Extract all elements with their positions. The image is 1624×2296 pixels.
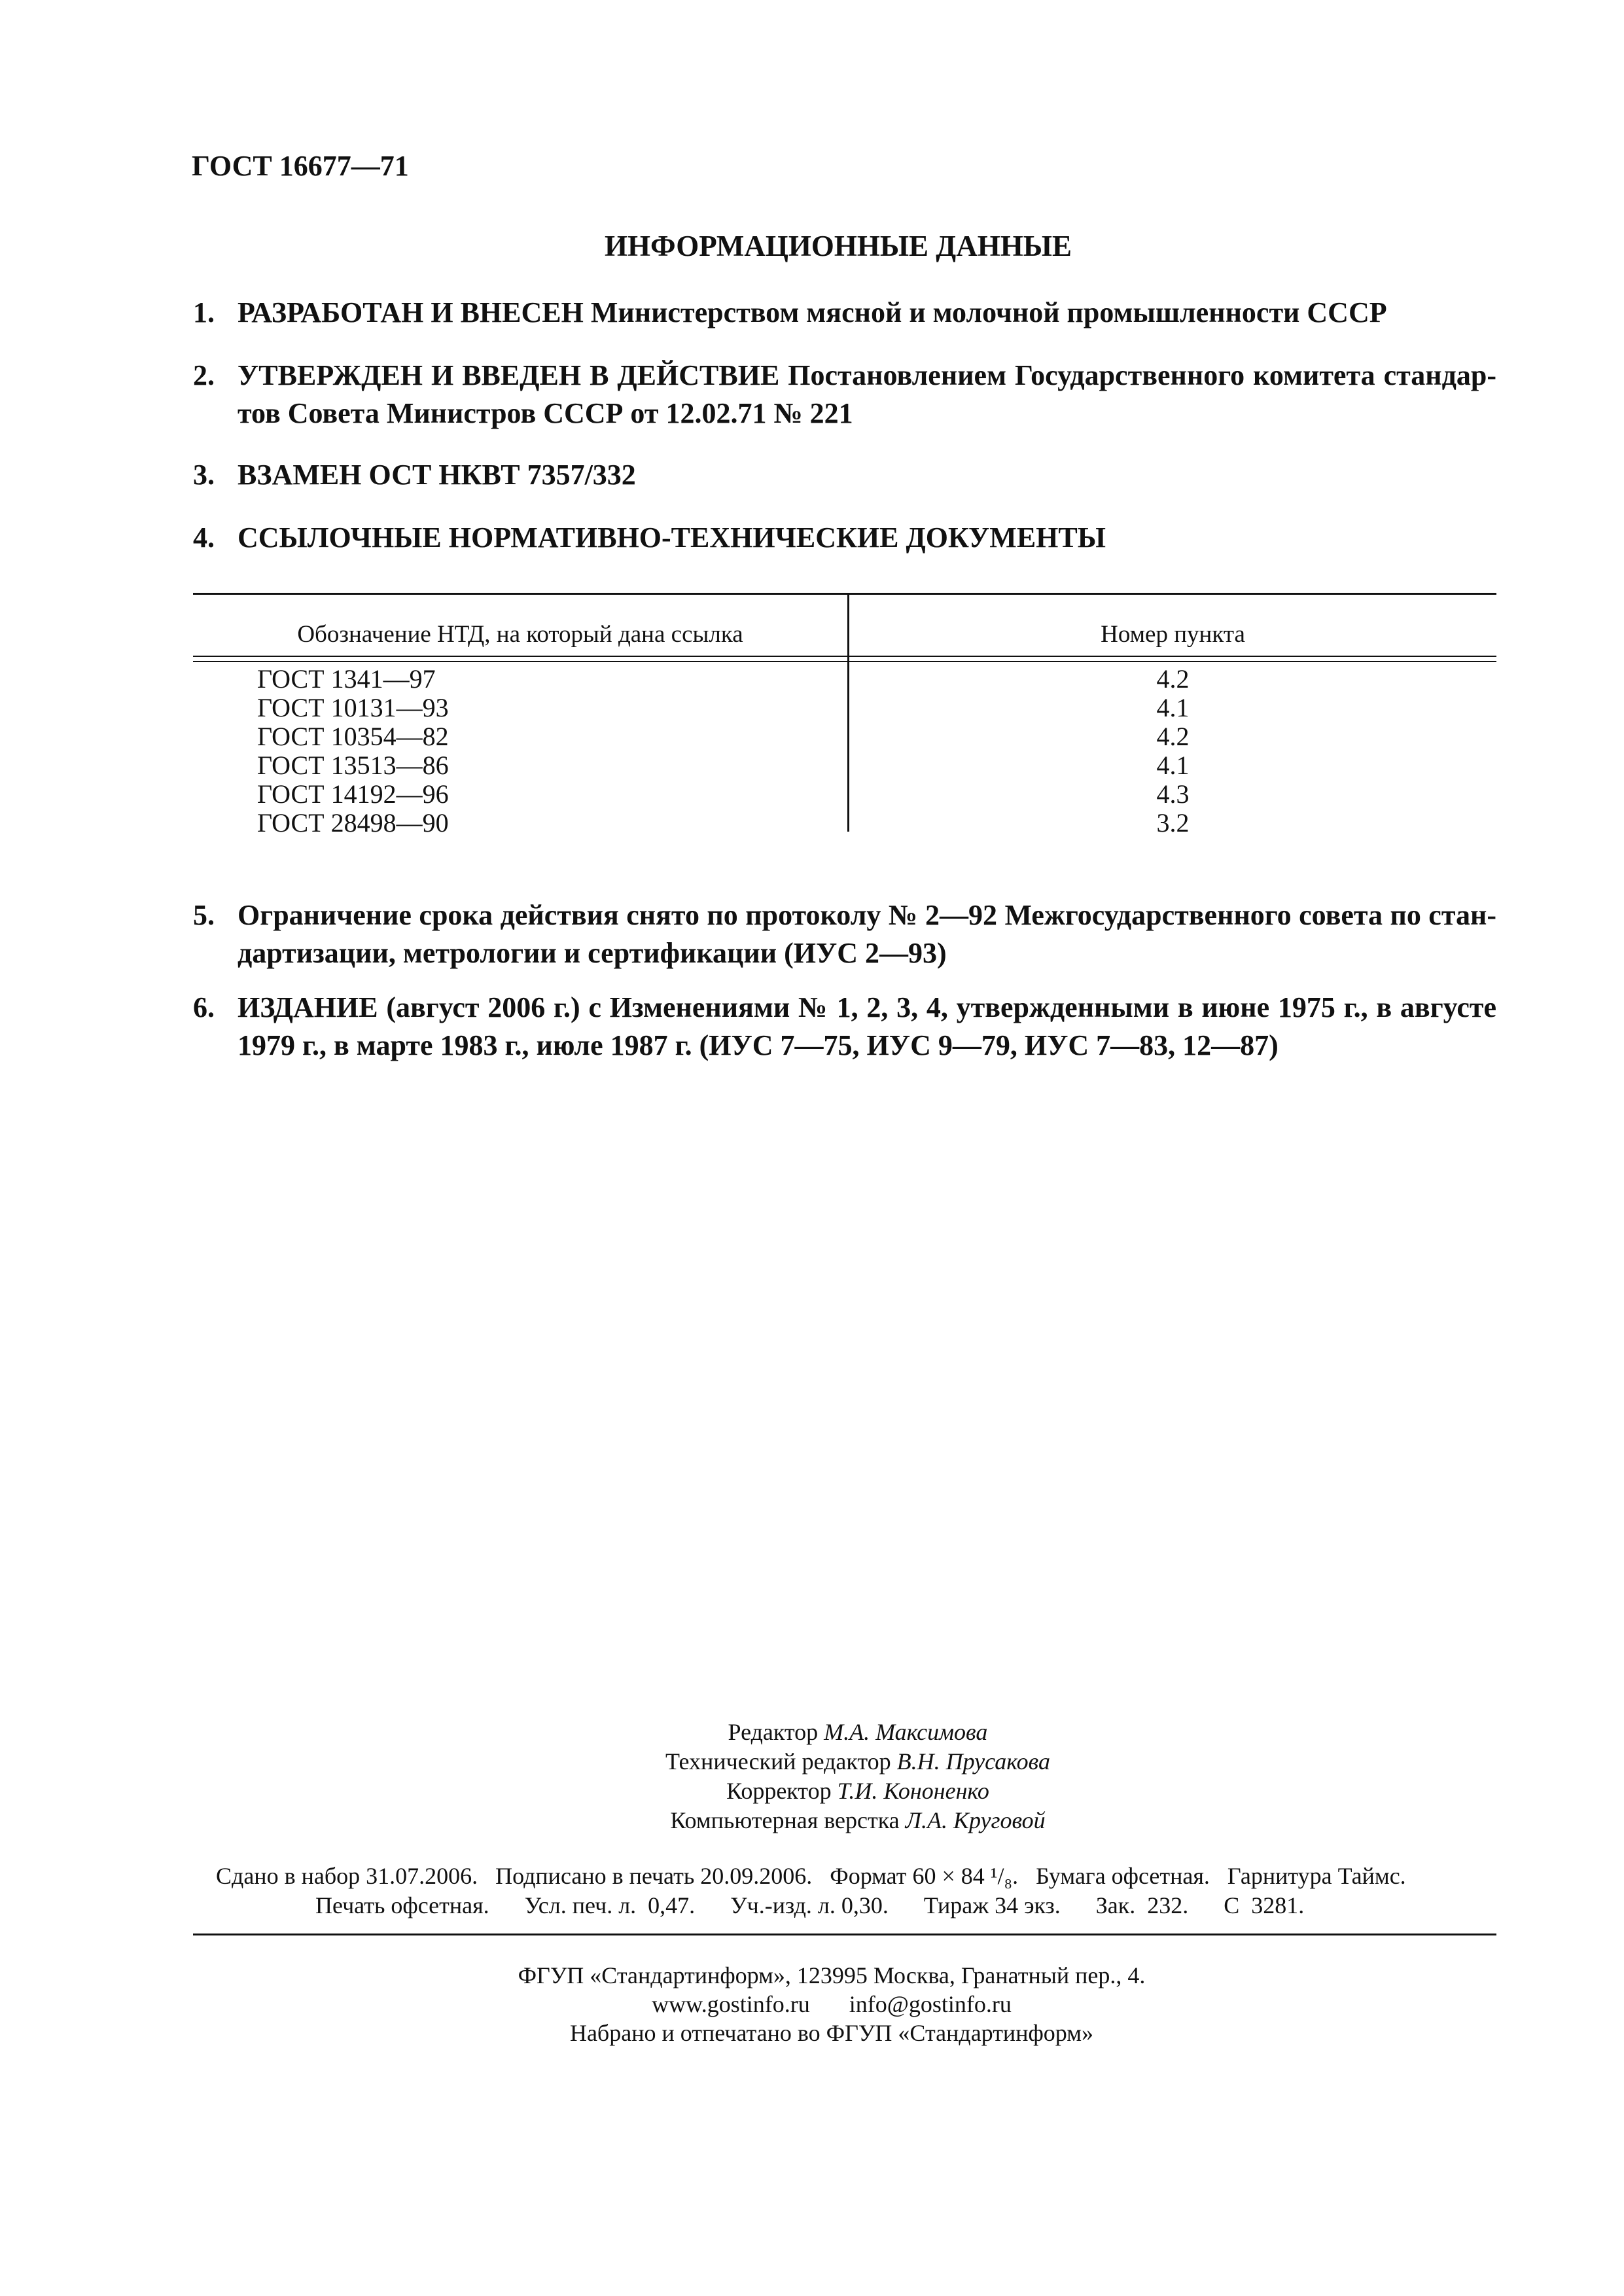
publisher-email: info@gostinfo.ru <box>849 1991 1012 2017</box>
table-header-rule-double <box>193 661 1496 662</box>
credits <box>0 1718 1624 1835</box>
column-header-document: Обозначение НТД, на который дана ссылка <box>297 621 743 648</box>
item-heading: УТВЕРЖДЕН И ВВЕДЕН В ДЕЙСТВИЕ <box>238 359 780 391</box>
credit-editor <box>92 1718 1624 1747</box>
clause-column <box>849 665 1496 838</box>
credit-role: Редактор <box>728 1719 819 1745</box>
info-item-2 <box>193 357 1496 433</box>
info-item-5 <box>193 896 1496 972</box>
table-cell-document: ГОСТ 10131—93 <box>257 693 449 722</box>
item-number: 6. <box>193 991 215 1023</box>
publisher-contacts <box>39 1990 1624 2019</box>
credit-layout <box>92 1806 1624 1835</box>
section-title: ИНФОРМАЦИОННЫЕ ДАННЫЕ <box>605 230 1072 262</box>
document-code: ГОСТ 16677—71 <box>192 150 409 182</box>
credit-role: Технический редактор <box>665 1748 891 1775</box>
info-item-4 <box>193 519 1496 557</box>
item-number: 2. <box>193 359 215 391</box>
item-number: 5. <box>193 899 215 931</box>
publication-info <box>216 1862 1492 1920</box>
item-heading: ИЗДАНИЕ <box>238 991 378 1023</box>
table-cell-clause: 3.2 <box>1156 808 1190 838</box>
credit-proofreader <box>92 1776 1624 1806</box>
document-column <box>257 665 449 838</box>
item-heading: ВЗАМЕН ОСТ НКВТ 7357/332 <box>238 459 636 491</box>
publisher-address: ФГУП «Стандартинформ», 123995 Москва, Гранатный пер., 4. <box>518 1962 1146 1988</box>
table-cell-document: ГОСТ 10354—82 <box>257 722 449 751</box>
item-number: 4. <box>193 521 215 554</box>
info-item-1 <box>193 294 1496 332</box>
table-cell-document: ГОСТ 1341—97 <box>257 664 436 694</box>
publisher-website: www.gostinfo.ru <box>652 1991 810 2017</box>
table-cell-clause: 4.2 <box>1156 664 1190 694</box>
column-header-clause: Номер пункта <box>1101 621 1245 648</box>
info-item-6 <box>193 989 1496 1065</box>
item-text: (август 2006 г.) с Изменениями № 1, 2, 3, 4, утвержденными в июне 1975 г., в августе 1979 г., в марте 1983 г., июле 1987 г. (ИУС 7—75, ИУС 9—79, ИУС 7—83, 12—87) <box>238 991 1496 1061</box>
item-text: Министерством мясной и молочной промышленности СССР <box>583 296 1387 328</box>
table-cell-document: ГОСТ 28498—90 <box>257 808 449 838</box>
table-cell-clause: 4.1 <box>1156 693 1190 722</box>
item-heading: РАЗРАБОТАН И ВНЕСЕН <box>238 296 584 328</box>
table-cell-clause: 4.1 <box>1156 751 1190 780</box>
item-text: Ограничение срока действия снято по протоколу № 2—92 Межгосударственного совета по стан-дартизации, метрологии и сертификации (ИУС 2—93) <box>238 899 1496 969</box>
table-top-rule <box>193 593 1496 595</box>
publication-info-line-1: Сдано в набор 31.07.2006. Подписано в печать 20.09.2006. Формат 60 × 84 ¹/₈. Бумага офсетная. Гарнитура Таймс. <box>216 1863 1406 1889</box>
credit-name: Т.И. Кононенко <box>837 1778 989 1804</box>
table-cell-document: ГОСТ 13513—86 <box>257 751 449 780</box>
item-number: 3. <box>193 459 215 491</box>
item-number: 1. <box>193 296 215 328</box>
credit-tech-editor <box>92 1747 1624 1776</box>
credit-name: М.А. Максимова <box>824 1719 988 1745</box>
table-header-rule <box>193 656 1496 657</box>
item-heading: ССЫЛОЧНЫЕ НОРМАТИВНО-ТЕХНИЧЕСКИЕ ДОКУМЕНТЫ <box>238 521 1106 554</box>
credit-role: Корректор <box>726 1778 832 1804</box>
credit-name: В.Н. Прусакова <box>896 1748 1051 1775</box>
publication-info-line-2: Печать офсетная. Усл. печ. л. 0,47. Уч.-изд. л. 0,30. Тираж 34 экз. Зак. 232. С 3281. <box>315 1892 1305 1918</box>
credit-role: Компьютерная верстка <box>670 1807 900 1833</box>
footer-rule <box>193 1934 1496 1935</box>
reference-table <box>193 593 1496 838</box>
item-text: Постановлением Государственного комитета стандар-тов Совета Министров СССР от 12.02.71 № 221 <box>238 359 1497 429</box>
info-item-3 <box>193 456 1496 494</box>
publisher-printed-by: Набрано и отпечатано во ФГУП «Стандартинформ» <box>569 2020 1094 2046</box>
table-cell-clause: 4.2 <box>1156 722 1190 751</box>
table-cell-document: ГОСТ 14192—96 <box>257 779 449 809</box>
table-cell-clause: 4.3 <box>1156 779 1190 809</box>
publisher-footer <box>0 1961 1624 2047</box>
credit-name: Л.А. Круговой <box>905 1807 1046 1833</box>
